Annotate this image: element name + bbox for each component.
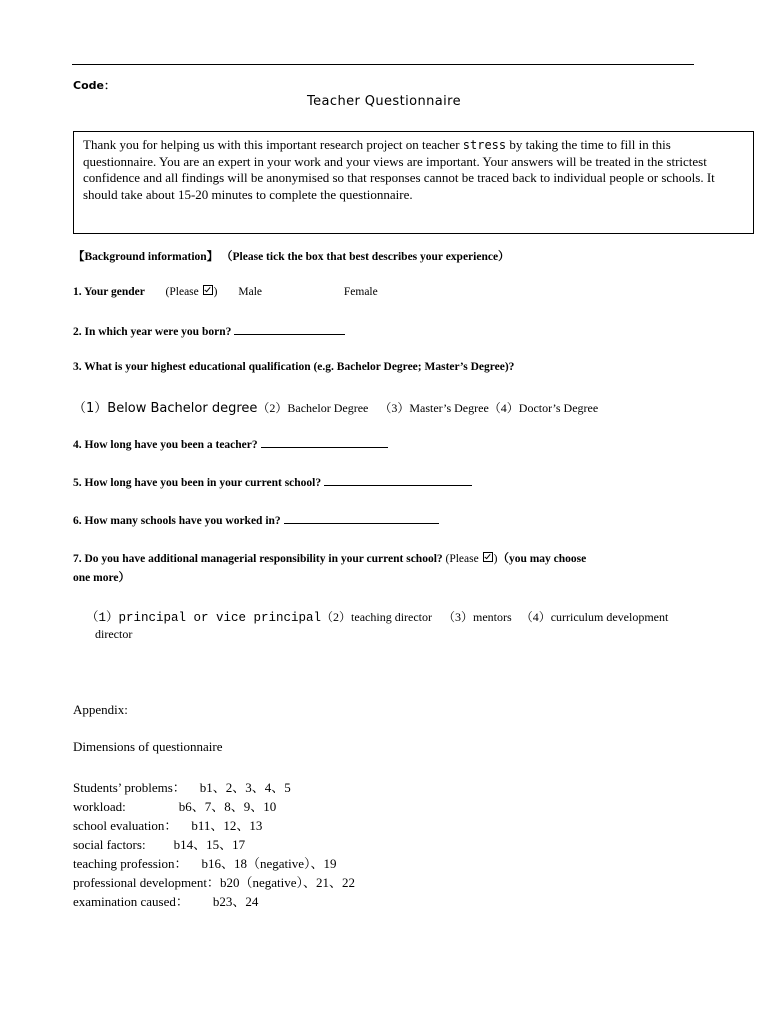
checkbox-icon [483, 552, 493, 562]
q6-label: 6. How many schools have you worked in? [73, 515, 284, 527]
q4-answer-blank[interactable] [261, 436, 388, 448]
dimension-label: Students’ problems： [73, 780, 186, 795]
dimension-row [73, 872, 355, 891]
intro-stress-word: stress [462, 138, 507, 152]
question-1 [73, 285, 378, 298]
intro-text-before: Thank you for helping us with this important research project on teacher [83, 137, 460, 152]
question-5 [73, 474, 472, 489]
question-7-line2 [73, 569, 130, 585]
dimension-label: professional development： [73, 875, 220, 890]
q7-options [86, 607, 694, 625]
top-divider [72, 64, 694, 65]
dimension-label: school evaluation： [73, 818, 178, 833]
q2-answer-blank[interactable] [234, 323, 345, 335]
dimension-label: examination caused： [73, 894, 189, 909]
q3-options [73, 397, 598, 416]
dimension-items: b6、7、8、9、10 [178, 799, 277, 814]
dimension-label: teaching profession： [73, 856, 188, 871]
question-3 [73, 361, 514, 373]
q1-label: 1. Your gender [73, 286, 145, 298]
question-4 [73, 436, 388, 451]
q6-answer-blank[interactable] [284, 512, 439, 524]
dimension-row [73, 853, 337, 872]
q7-option-4-line2: director [95, 627, 133, 641]
q7-label: 7. Do you have additional managerial responsibility in your current school? [73, 553, 443, 565]
q3-label: 3. What is your highest educational qualification (e.g. Bachelor Degree; Master’s Degree)? [73, 361, 515, 373]
dimension-items: b23、24 [212, 894, 259, 909]
checkbox-icon [203, 285, 213, 295]
q5-answer-blank[interactable] [324, 474, 472, 486]
background-instruction: （Please tick the box that best describes your experience） [221, 251, 510, 263]
dimension-row [73, 796, 276, 815]
background-title: 【Background information】 [73, 251, 219, 263]
q1-please: (Please ) [165, 286, 218, 298]
q3-option-3[interactable]: （3）Master’s Degree [379, 401, 489, 415]
intro-box [73, 131, 754, 234]
q3-option-2[interactable]: （2）Bachelor Degree [257, 401, 369, 415]
background-heading [73, 248, 510, 264]
question-7 [73, 550, 586, 566]
dimension-items: b20（negative）、21、22 [219, 875, 355, 890]
q7-choose-line2: one more） [73, 572, 130, 584]
appendix-subtitle: Dimensions of questionnaire [73, 739, 223, 754]
q7-option-3[interactable]: （3）mentors [443, 610, 512, 624]
q3-option-4[interactable]: （4）Doctor’s Degree [488, 401, 599, 415]
intro-text-after: by taking the time to fill in this questionnaire. You are an expert in your work and your views are important. Your answers will be treated in the strictest confidence and all findings will be anonymised so that responses cannot be traced back to individual people or schools. It should take about 15-20 minutes to complete the questionnaire. [83, 137, 715, 202]
page-title: Teacher Questionnaire [307, 94, 461, 109]
q7-option-1[interactable]: （1）principal or vice principal [86, 611, 322, 625]
dimension-items: b1、2、3、4、5 [199, 780, 291, 795]
dimension-row [73, 834, 245, 853]
q3-option-1[interactable]: （1）Below Bachelor degree [73, 401, 258, 416]
dimension-row [73, 815, 262, 834]
dimension-items: b16、18（negative）、19 [201, 856, 337, 871]
question-2 [73, 323, 345, 338]
dimension-items: b11、12、13 [191, 818, 263, 833]
dimension-label: social factors: [73, 837, 146, 852]
code-label: Code： [73, 79, 115, 92]
question-6 [73, 512, 439, 527]
q1-option-female[interactable]: Female [343, 286, 378, 298]
q7-option-4[interactable]: （4）curriculum development [520, 610, 669, 624]
q2-label: 2. In which year were you born? [73, 326, 235, 338]
q1-option-male[interactable]: Male [238, 286, 262, 298]
dimension-row [73, 891, 258, 910]
q7-choose: （you may choose [497, 553, 587, 565]
q7-option-2[interactable]: （2）teaching director [321, 610, 433, 624]
dimension-row [73, 777, 291, 796]
dimension-label: workload: [73, 799, 126, 814]
appendix-title: Appendix: [73, 702, 128, 717]
q7-please: (Please ) [445, 553, 498, 565]
dimension-items: b14、15、17 [173, 837, 246, 852]
q5-label: 5. How long have you been in your current school? [73, 477, 324, 489]
q4-label: 4. How long have you been a teacher? [73, 439, 261, 451]
